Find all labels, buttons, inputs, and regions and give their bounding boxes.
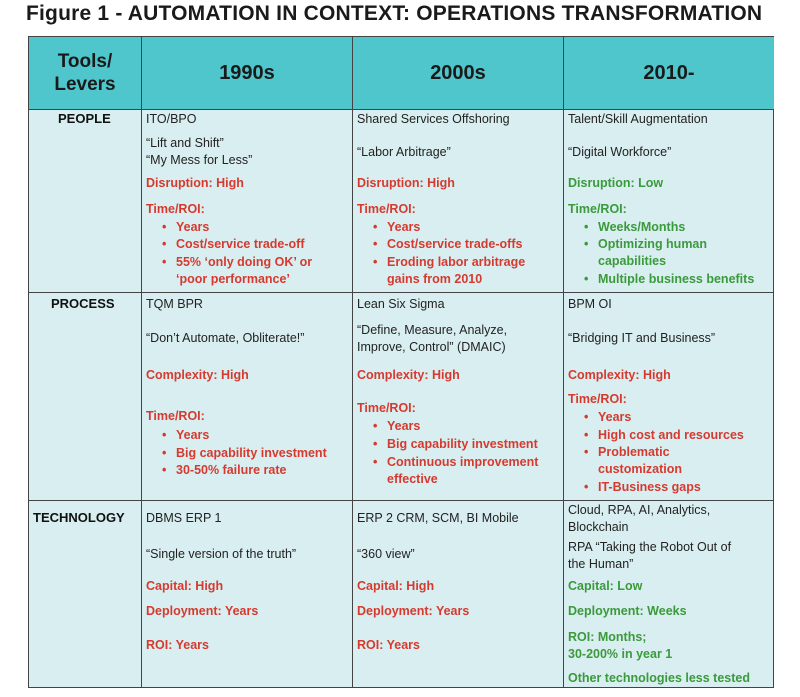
bullet: • Big capability investment xyxy=(387,436,538,452)
deployment: Deployment: Weeks xyxy=(568,604,687,618)
capital: Capital: High xyxy=(357,579,435,593)
quote: “Bridging IT and Business” xyxy=(568,331,716,345)
grid-line xyxy=(563,37,564,687)
quote: “Labor Arbitrage” xyxy=(357,145,451,159)
bullet: • Weeks/Months xyxy=(598,219,685,235)
capital: Capital: High xyxy=(146,579,224,593)
cell-title: Talent/Skill Augmentation xyxy=(568,112,708,126)
complexity: Complexity: High xyxy=(146,368,249,382)
cell-title: Cloud, RPA, AI, Analytics, xyxy=(568,503,711,517)
bullet: • Years xyxy=(176,219,209,235)
bullet: • Eroding labor arbitrage xyxy=(387,254,525,270)
bullet-continuation: capabilities xyxy=(598,254,667,268)
bullet: • Years xyxy=(387,219,420,235)
roi: ROI: Months; xyxy=(568,630,647,644)
quote: “My Mess for Less” xyxy=(146,153,253,167)
bullet: • Years xyxy=(387,418,420,434)
time-roi: Time/ROI: xyxy=(568,392,627,406)
quote: “360 view” xyxy=(357,547,415,561)
bullet: • 30-50% failure rate xyxy=(176,462,286,478)
cell-title: Blockchain xyxy=(568,520,629,534)
cell-title: TQM BPR xyxy=(146,297,203,311)
grid-line xyxy=(29,292,773,293)
header-levers: Levers xyxy=(54,74,116,95)
bullet: • 55% ‘only doing OK’ or xyxy=(176,254,312,270)
cell-title: Lean Six Sigma xyxy=(357,297,445,311)
bullet-continuation: gains from 2010 xyxy=(387,272,483,286)
bullet: • Continuous improvement xyxy=(387,454,538,470)
row-label-technology: TECHNOLOGY xyxy=(33,510,125,525)
bullet: • Years xyxy=(598,409,631,425)
header-2010: 2010- xyxy=(564,37,774,109)
roi: 30-200% in year 1 xyxy=(568,647,673,661)
roi: ROI: Years xyxy=(146,638,210,652)
deployment: Deployment: Years xyxy=(357,604,470,618)
quote: “Lift and Shift” xyxy=(146,136,224,150)
quote: “Don’t Automate, Obliterate!” xyxy=(146,331,305,345)
grid-line xyxy=(29,500,773,501)
header-tools: Tools/ xyxy=(57,51,113,72)
complexity: Complexity: High xyxy=(568,368,671,382)
bullet: • Cost/service trade-off xyxy=(176,236,305,252)
header-tools-levers xyxy=(29,37,141,109)
quote: the Human” xyxy=(568,557,634,571)
time-roi: Time/ROI: xyxy=(357,401,416,415)
bullet: • Optimizing human xyxy=(598,236,707,252)
operations-table xyxy=(28,36,774,688)
bullet: • Problematic xyxy=(598,444,670,460)
complexity: Complexity: High xyxy=(357,368,460,382)
bullet: • IT-Business gaps xyxy=(598,479,701,495)
quote: “Define, Measure, Analyze, xyxy=(357,323,508,337)
quote: RPA “Taking the Robot Out of xyxy=(568,540,732,554)
bullet: • Cost/service trade-offs xyxy=(387,236,522,252)
cell-title: ITO/BPO xyxy=(146,112,197,126)
disruption: Disruption: High xyxy=(146,176,244,190)
grid-line xyxy=(29,109,773,110)
deployment: Deployment: Years xyxy=(146,604,259,618)
other-tech-note: Other technologies less tested xyxy=(568,671,750,685)
capital: Capital: Low xyxy=(568,579,643,593)
time-roi: Time/ROI: xyxy=(146,409,205,423)
cell-title: BPM OI xyxy=(568,297,612,311)
bullet-continuation: ‘poor performance’ xyxy=(176,272,290,286)
roi: ROI: Years xyxy=(357,638,421,652)
bullet-continuation: customization xyxy=(598,462,683,476)
disruption: Disruption: Low xyxy=(568,176,664,190)
row-label-process: PROCESS xyxy=(51,296,115,311)
time-roi: Time/ROI: xyxy=(357,202,416,216)
bullet: • Years xyxy=(176,427,209,443)
quote: Improve, Control” (DMAIC) xyxy=(357,340,506,354)
grid-line xyxy=(141,37,142,687)
figure-title: Figure 1 - AUTOMATION IN CONTEXT: OPERATIONS TRANSFORMATION xyxy=(26,2,763,25)
row-label-people: PEOPLE xyxy=(58,111,111,126)
quote: “Digital Workforce” xyxy=(568,145,672,159)
header-2000s: 2000s xyxy=(353,37,563,109)
header-1990s: 1990s xyxy=(142,37,352,109)
cell-title: ERP 2 CRM, SCM, BI Mobile xyxy=(357,511,519,525)
bullet: • Multiple business benefits xyxy=(598,271,754,287)
bullet-continuation: effective xyxy=(387,472,438,486)
cell-title: DBMS ERP 1 xyxy=(146,511,222,525)
time-roi: Time/ROI: xyxy=(568,202,627,216)
quote: “Single version of the truth” xyxy=(146,547,297,561)
time-roi: Time/ROI: xyxy=(146,202,205,216)
bullet: • High cost and resources xyxy=(598,427,744,443)
cell-title: Shared Services Offshoring xyxy=(357,112,510,126)
grid-line xyxy=(352,37,353,687)
bullet: • Big capability investment xyxy=(176,445,327,461)
disruption: Disruption: High xyxy=(357,176,455,190)
